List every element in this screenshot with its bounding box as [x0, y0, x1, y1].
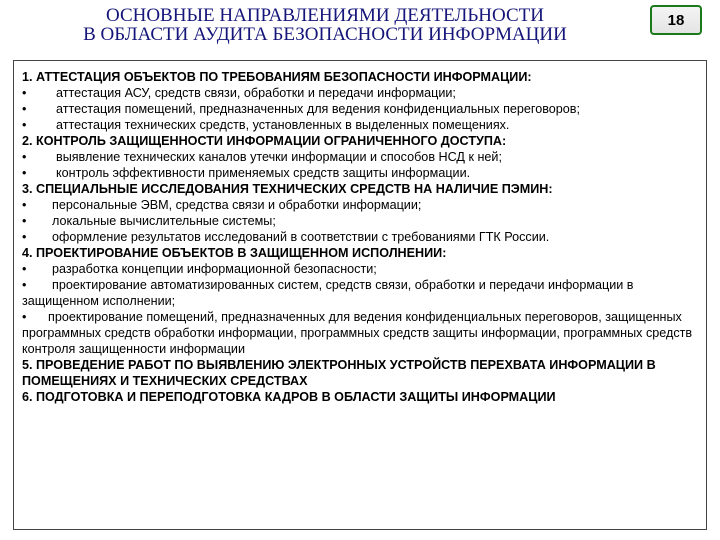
list-item: • проектирование помещений, предназначенных для ведения конфиденциальных переговоров, защищенных программных средств обработки информации, программных средств защиты информации, программных средств контроля защищенности информации	[22, 310, 693, 356]
list-item: • аттестация помещений, предназначенных для ведения конфиденциальных переговоров;	[22, 102, 580, 116]
list-item: • аттестация технических средств, установленных в выделенных помещениях.	[22, 118, 510, 132]
section-2-heading: 2. КОНТРОЛЬ ЗАЩИЩЕННОСТИ ИНФОРМАЦИИ ОГРАНИЧЕННОГО ДОСТУПА:	[22, 134, 507, 148]
slide-title	[20, 6, 630, 44]
section-1-heading: 1. АТТЕСТАЦИЯ ОБЪЕКТОВ ПО ТРЕБОВАНИЯМ БЕЗОПАСНОСТИ ИНФОРМАЦИИ:	[22, 70, 532, 84]
list-item: • персональные ЭВМ, средства связи и обработки информации;	[22, 198, 422, 212]
page-number-badge: 18	[650, 5, 702, 35]
title-line-1: ОСНОВНЫЕ НАПРАВЛЕНИЯМИ ДЕЯТЕЛЬНОСТИ	[105, 5, 544, 26]
bullet-icon: •	[22, 198, 27, 212]
bullet-icon: •	[22, 86, 27, 100]
list-item: • проектирование автоматизированных систем, средств связи, обработки и передачи информации в защищенном исполнении;	[22, 278, 634, 308]
bullet-icon: •	[22, 102, 27, 116]
section-4-heading: 4. ПРОЕКТИРОВАНИЕ ОБЪЕКТОВ В ЗАЩИЩЕННОМ ИСПОЛНЕНИИ:	[22, 246, 447, 260]
bullet-icon: •	[22, 310, 27, 324]
bullet-icon: •	[22, 230, 27, 244]
bullet-icon: •	[22, 150, 27, 164]
list-item: • разработка концепции информационной безопасности;	[22, 262, 377, 276]
section-5-heading: 5. ПРОВЕДЕНИЕ РАБОТ ПО ВЫЯВЛЕНИЮ ЭЛЕКТРОННЫХ УСТРОЙСТВ ПЕРЕХВАТА ИНФОРМАЦИИ В ПОМЕЩЕНИЯХ И ТЕХНИЧЕСКИХ СРЕДСТВАХ	[22, 358, 656, 388]
list-item: • аттестация АСУ, средств связи, обработки и передачи информации;	[22, 86, 456, 100]
list-item: • локальные вычислительные системы;	[22, 214, 276, 228]
section-6-heading: 6. ПОДГОТОВКА И ПЕРЕПОДГОТОВКА КАДРОВ В ОБЛАСТИ ЗАЩИТЫ ИНФОРМАЦИИ	[22, 390, 556, 404]
bullet-icon: •	[22, 262, 27, 276]
bullet-icon: •	[22, 166, 27, 180]
content-box	[13, 60, 707, 530]
list-item: • оформление результатов исследований в соответствии с требованиями ГТК России.	[22, 230, 550, 244]
section-3-heading: 3. СПЕЦИАЛЬНЫЕ ИССЛЕДОВАНИЯ ТЕХНИЧЕСКИХ СРЕДСТВ НА НАЛИЧИЕ ПЭМИН:	[22, 182, 553, 196]
list-item: • выявление технических каналов утечки информации и способов НСД к ней;	[22, 150, 502, 164]
bullet-icon: •	[22, 118, 27, 132]
bullet-icon: •	[22, 214, 27, 228]
title-line-2: В ОБЛАСТИ АУДИТА БЕЗОПАСНОСТИ ИНФОРМАЦИИ	[83, 24, 567, 45]
list-item: • контроль эффективности применяемых средств защиты информации.	[22, 166, 471, 180]
bullet-icon: •	[22, 278, 27, 292]
